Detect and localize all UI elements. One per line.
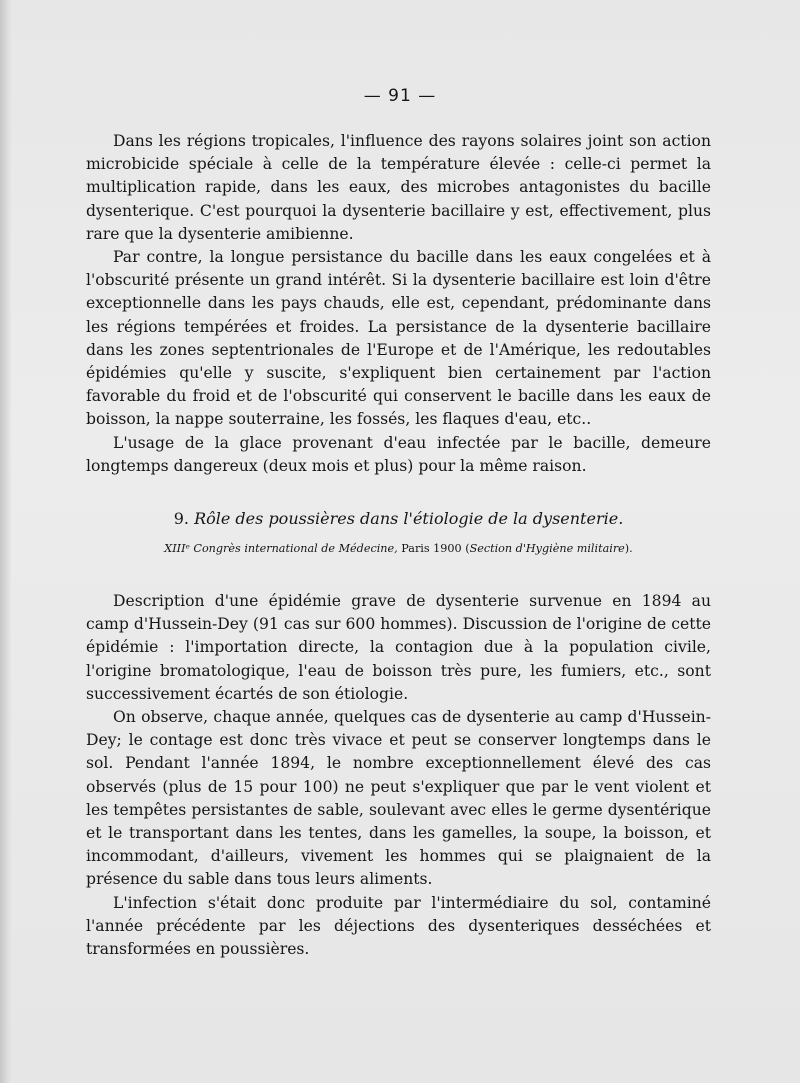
text-block-top [86, 130, 711, 478]
page-number: — 91 — [363, 86, 437, 106]
section-heading [86, 509, 711, 528]
source-place-year: Paris 1900 ( [397, 542, 470, 555]
section-number: 9. [173, 509, 189, 528]
source-section: Section d'Hygiène militaire [469, 542, 625, 555]
paragraph: Dans les régions tropicales, l'influence des rayons solaires joint son action microbicide spéciale à celle de la température élevée : celle-ci permet la multiplication rapide, dans les eaux, des microbes antagonistes du bacille dysenterique. C'est pourquoi la dysenterie bacillaire y est, effectivement, plus rare que la dysenterie amibienne. [86, 132, 711, 243]
page-shadow-edge [0, 0, 12, 1083]
source-congress: XIIIᵉ Congrès international de Médecine, [164, 542, 398, 555]
paragraph: Description d'une épidémie grave de dysenterie survenue en 1894 au camp d'Hussein-Dey (91 cas sur 600 hommes). Discussion de l'origine de cette épidémie : l'importation directe, la contagion due à la population civile, l'origine bromatologique, l'eau de boisson très pure, les fumiers, etc., sont successivement écartés de son étiologie. [86, 592, 711, 703]
paragraph: On observe, chaque année, quelques cas de dysenterie au camp d'Hussein-Dey; le contage est donc très vivace et peut se conserver longtemps dans le sol. Pendant l'année 1894, le nombre exceptionnellement élevé des cas observés (plus de 15 pour 100) ne peut s'expliquer que par le vent violent et les tempêtes persistantes de sable, soulevant avec elles le germe dysentérique et le transportant dans les tentes, dans les gamelles, la soupe, la boisson, et incommodant, d'ailleurs, vivement les hommes qui se plaignaient de la présence du sable dans tous leurs aliments. [86, 708, 711, 889]
section-source [86, 542, 711, 555]
section-title: Rôle des poussières dans l'étiologie de la dysenterie. [194, 509, 624, 528]
source-end: ). [624, 542, 633, 555]
paragraph: Par contre, la longue persistance du bacille dans les eaux congelées et à l'obscurité présente un grand intérêt. Si la dysenterie bacillaire est loin d'être exceptionnelle dans les pays chauds, elle est, cependant, prédominante dans les régions tempérées et froides. La persistance de la dysenterie bacillaire dans les zones septentrionales de l'Europe et de l'Amérique, les redoutables épidémies qu'elle y suscite, s'expliquent bien certainement par l'action favorable du froid et de l'obscurité qui conservent le bacille dans les eaux de boisson, la nappe souterraine, les fossés, les flaques d'eau, etc.. [86, 248, 711, 429]
text-block-bottom [86, 590, 711, 961]
paragraph: L'usage de la glace provenant d'eau infectée par le bacille, demeure longtemps dangereux (deux mois et plus) pour la même raison. [86, 433, 711, 475]
paragraph: L'infection s'était donc produite par l'intermédiaire du sol, contaminé l'année précédente par les déjections des dysenteriques desséchées et transformées en poussières. [86, 893, 711, 959]
